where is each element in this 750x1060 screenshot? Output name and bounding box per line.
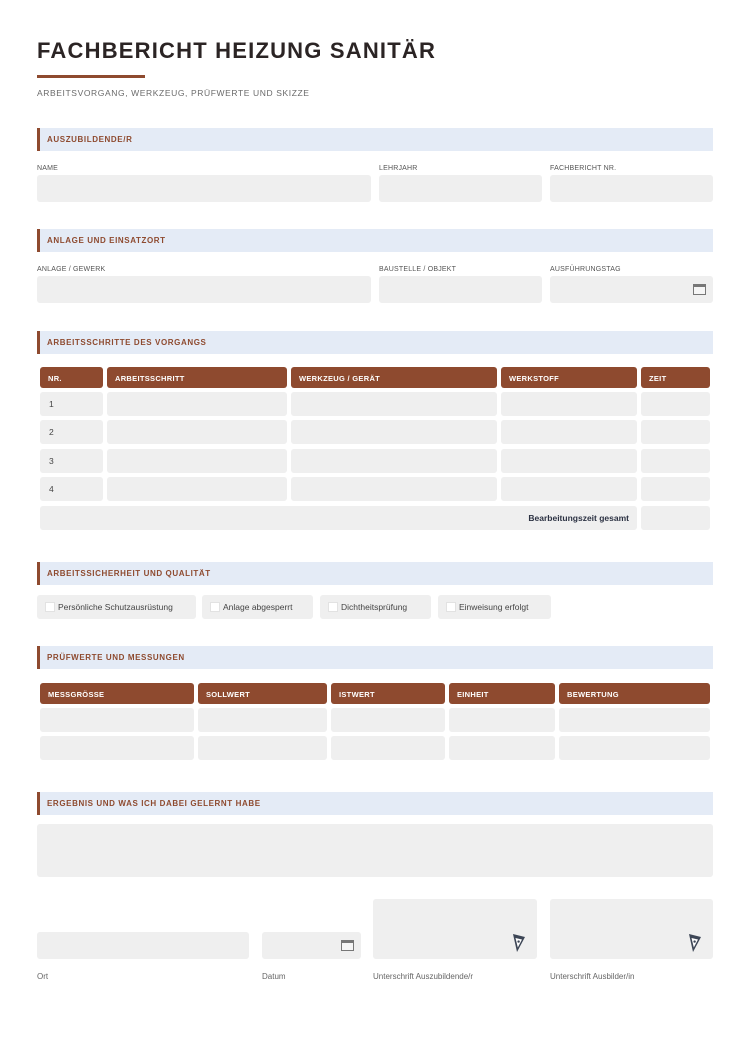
row-number: 4 [40, 477, 103, 501]
signature-instructor-field[interactable] [550, 899, 713, 959]
signature-trainee-label: Unterschrift Auszubildende/r [373, 972, 474, 981]
material-cell[interactable] [501, 477, 637, 501]
name-label: NAME [37, 165, 59, 172]
measurement-cell[interactable] [40, 736, 194, 760]
measurement-cell[interactable] [449, 736, 555, 760]
signature-trainee-field[interactable] [373, 899, 537, 959]
year-label: LEHRJAHR [379, 165, 418, 172]
site-field[interactable] [379, 276, 542, 303]
row-number: 2 [40, 420, 103, 444]
tool-cell[interactable] [291, 449, 497, 473]
measurement-cell[interactable] [40, 708, 194, 732]
time-cell[interactable] [641, 449, 710, 473]
execution-date-label: AUSFÜHRUNGSTAG [550, 266, 621, 273]
column-header-tool: WERKZEUG / GERÄT [291, 367, 497, 388]
material-cell[interactable] [501, 420, 637, 444]
name-field[interactable] [37, 175, 371, 202]
date-label: Datum [262, 972, 286, 981]
column-header-actual: ISTWERT [331, 683, 445, 704]
pen-nib-icon [511, 933, 527, 953]
measurement-cell[interactable] [198, 736, 327, 760]
section-header-trainee [37, 128, 713, 151]
column-header-material: WERKSTOFF [501, 367, 637, 388]
time-cell[interactable] [641, 477, 710, 501]
column-header-time: ZEIT [641, 367, 710, 388]
title-underline [37, 75, 145, 78]
checkbox-box[interactable] [328, 602, 338, 612]
section-header-measurements [37, 646, 713, 669]
total-time-label: Bearbeitungszeit gesamt [528, 513, 629, 523]
checkbox-label: Anlage abgesperrt [223, 602, 293, 612]
section-title: ARBEITSSCHRITTE DES VORGANGS [47, 338, 207, 347]
calendar-icon[interactable] [341, 940, 354, 951]
checkbox-label: Einweisung erfolgt [459, 602, 529, 612]
material-cell[interactable] [501, 392, 637, 416]
measurement-cell[interactable] [559, 736, 710, 760]
checkbox-label: Persönliche Schutzausrüstung [58, 602, 173, 612]
page-title: FACHBERICHT HEIZUNG SANITÄR [37, 38, 437, 63]
checkbox-leak-test[interactable] [320, 595, 431, 619]
section-title: ARBEITSSICHERHEIT UND QUALITÄT [47, 569, 211, 578]
checkbox-box[interactable] [210, 602, 220, 612]
measurement-cell[interactable] [559, 708, 710, 732]
section-title: ERGEBNIS UND WAS ICH DABEI GELERNT HABE [47, 799, 261, 808]
place-field[interactable] [37, 932, 249, 959]
column-header-step: ARBEITSSCHRITT [107, 367, 287, 388]
section-header-site [37, 229, 713, 252]
result-textarea[interactable] [37, 824, 713, 877]
checkbox-box[interactable] [446, 602, 456, 612]
column-header-target: SOLLWERT [198, 683, 327, 704]
time-cell[interactable] [641, 392, 710, 416]
report-no-field[interactable] [550, 175, 713, 202]
signature-instructor-label: Unterschrift Ausbilder/in [550, 972, 635, 981]
measurement-cell[interactable] [331, 736, 445, 760]
measurement-cell[interactable] [331, 708, 445, 732]
year-field[interactable] [379, 175, 542, 202]
measurement-cell[interactable] [449, 708, 555, 732]
section-header-steps [37, 331, 713, 354]
time-cell[interactable] [641, 420, 710, 444]
column-header-rating: BEWERTUNG [559, 683, 710, 704]
checkbox-box[interactable] [45, 602, 55, 612]
execution-date-field[interactable] [550, 276, 713, 303]
section-header-safety [37, 562, 713, 585]
tool-cell[interactable] [291, 420, 497, 444]
total-time-cell[interactable] [641, 506, 710, 530]
system-label: ANLAGE / GEWERK [37, 266, 106, 273]
row-number: 1 [40, 392, 103, 416]
section-title: AUSZUBILDENDE/R [47, 135, 133, 144]
report-no-label: FACHBERICHT NR. [550, 165, 617, 172]
measurement-cell[interactable] [198, 708, 327, 732]
column-header-quantity: MESSGRÖSSE [40, 683, 194, 704]
tool-cell[interactable] [291, 392, 497, 416]
date-field[interactable] [262, 932, 361, 959]
calendar-icon[interactable] [693, 284, 706, 295]
section-title: PRÜFWERTE UND MESSUNGEN [47, 653, 185, 662]
place-label: Ort [37, 972, 49, 981]
column-header-nr: NR. [40, 367, 103, 388]
checkbox-label: Dichtheitsprüfung [341, 602, 408, 612]
section-header-result [37, 792, 713, 815]
site-label: BAUSTELLE / OBJEKT [379, 266, 457, 273]
step-cell[interactable] [107, 449, 287, 473]
total-row [40, 506, 637, 530]
material-cell[interactable] [501, 449, 637, 473]
system-field[interactable] [37, 276, 371, 303]
section-title: ANLAGE UND EINSATZORT [47, 236, 166, 245]
tool-cell[interactable] [291, 477, 497, 501]
column-header-unit: EINHEIT [449, 683, 555, 704]
checkbox-protective-equipment[interactable] [37, 595, 196, 619]
page-subtitle: ARBEITSVORGANG, WERKZEUG, PRÜFWERTE UND SKIZZE [37, 88, 310, 98]
checkbox-briefing-done[interactable] [438, 595, 551, 619]
step-cell[interactable] [107, 392, 287, 416]
step-cell[interactable] [107, 420, 287, 444]
pen-nib-icon [687, 933, 703, 953]
row-number: 3 [40, 449, 103, 473]
step-cell[interactable] [107, 477, 287, 501]
checkbox-system-locked[interactable] [202, 595, 313, 619]
